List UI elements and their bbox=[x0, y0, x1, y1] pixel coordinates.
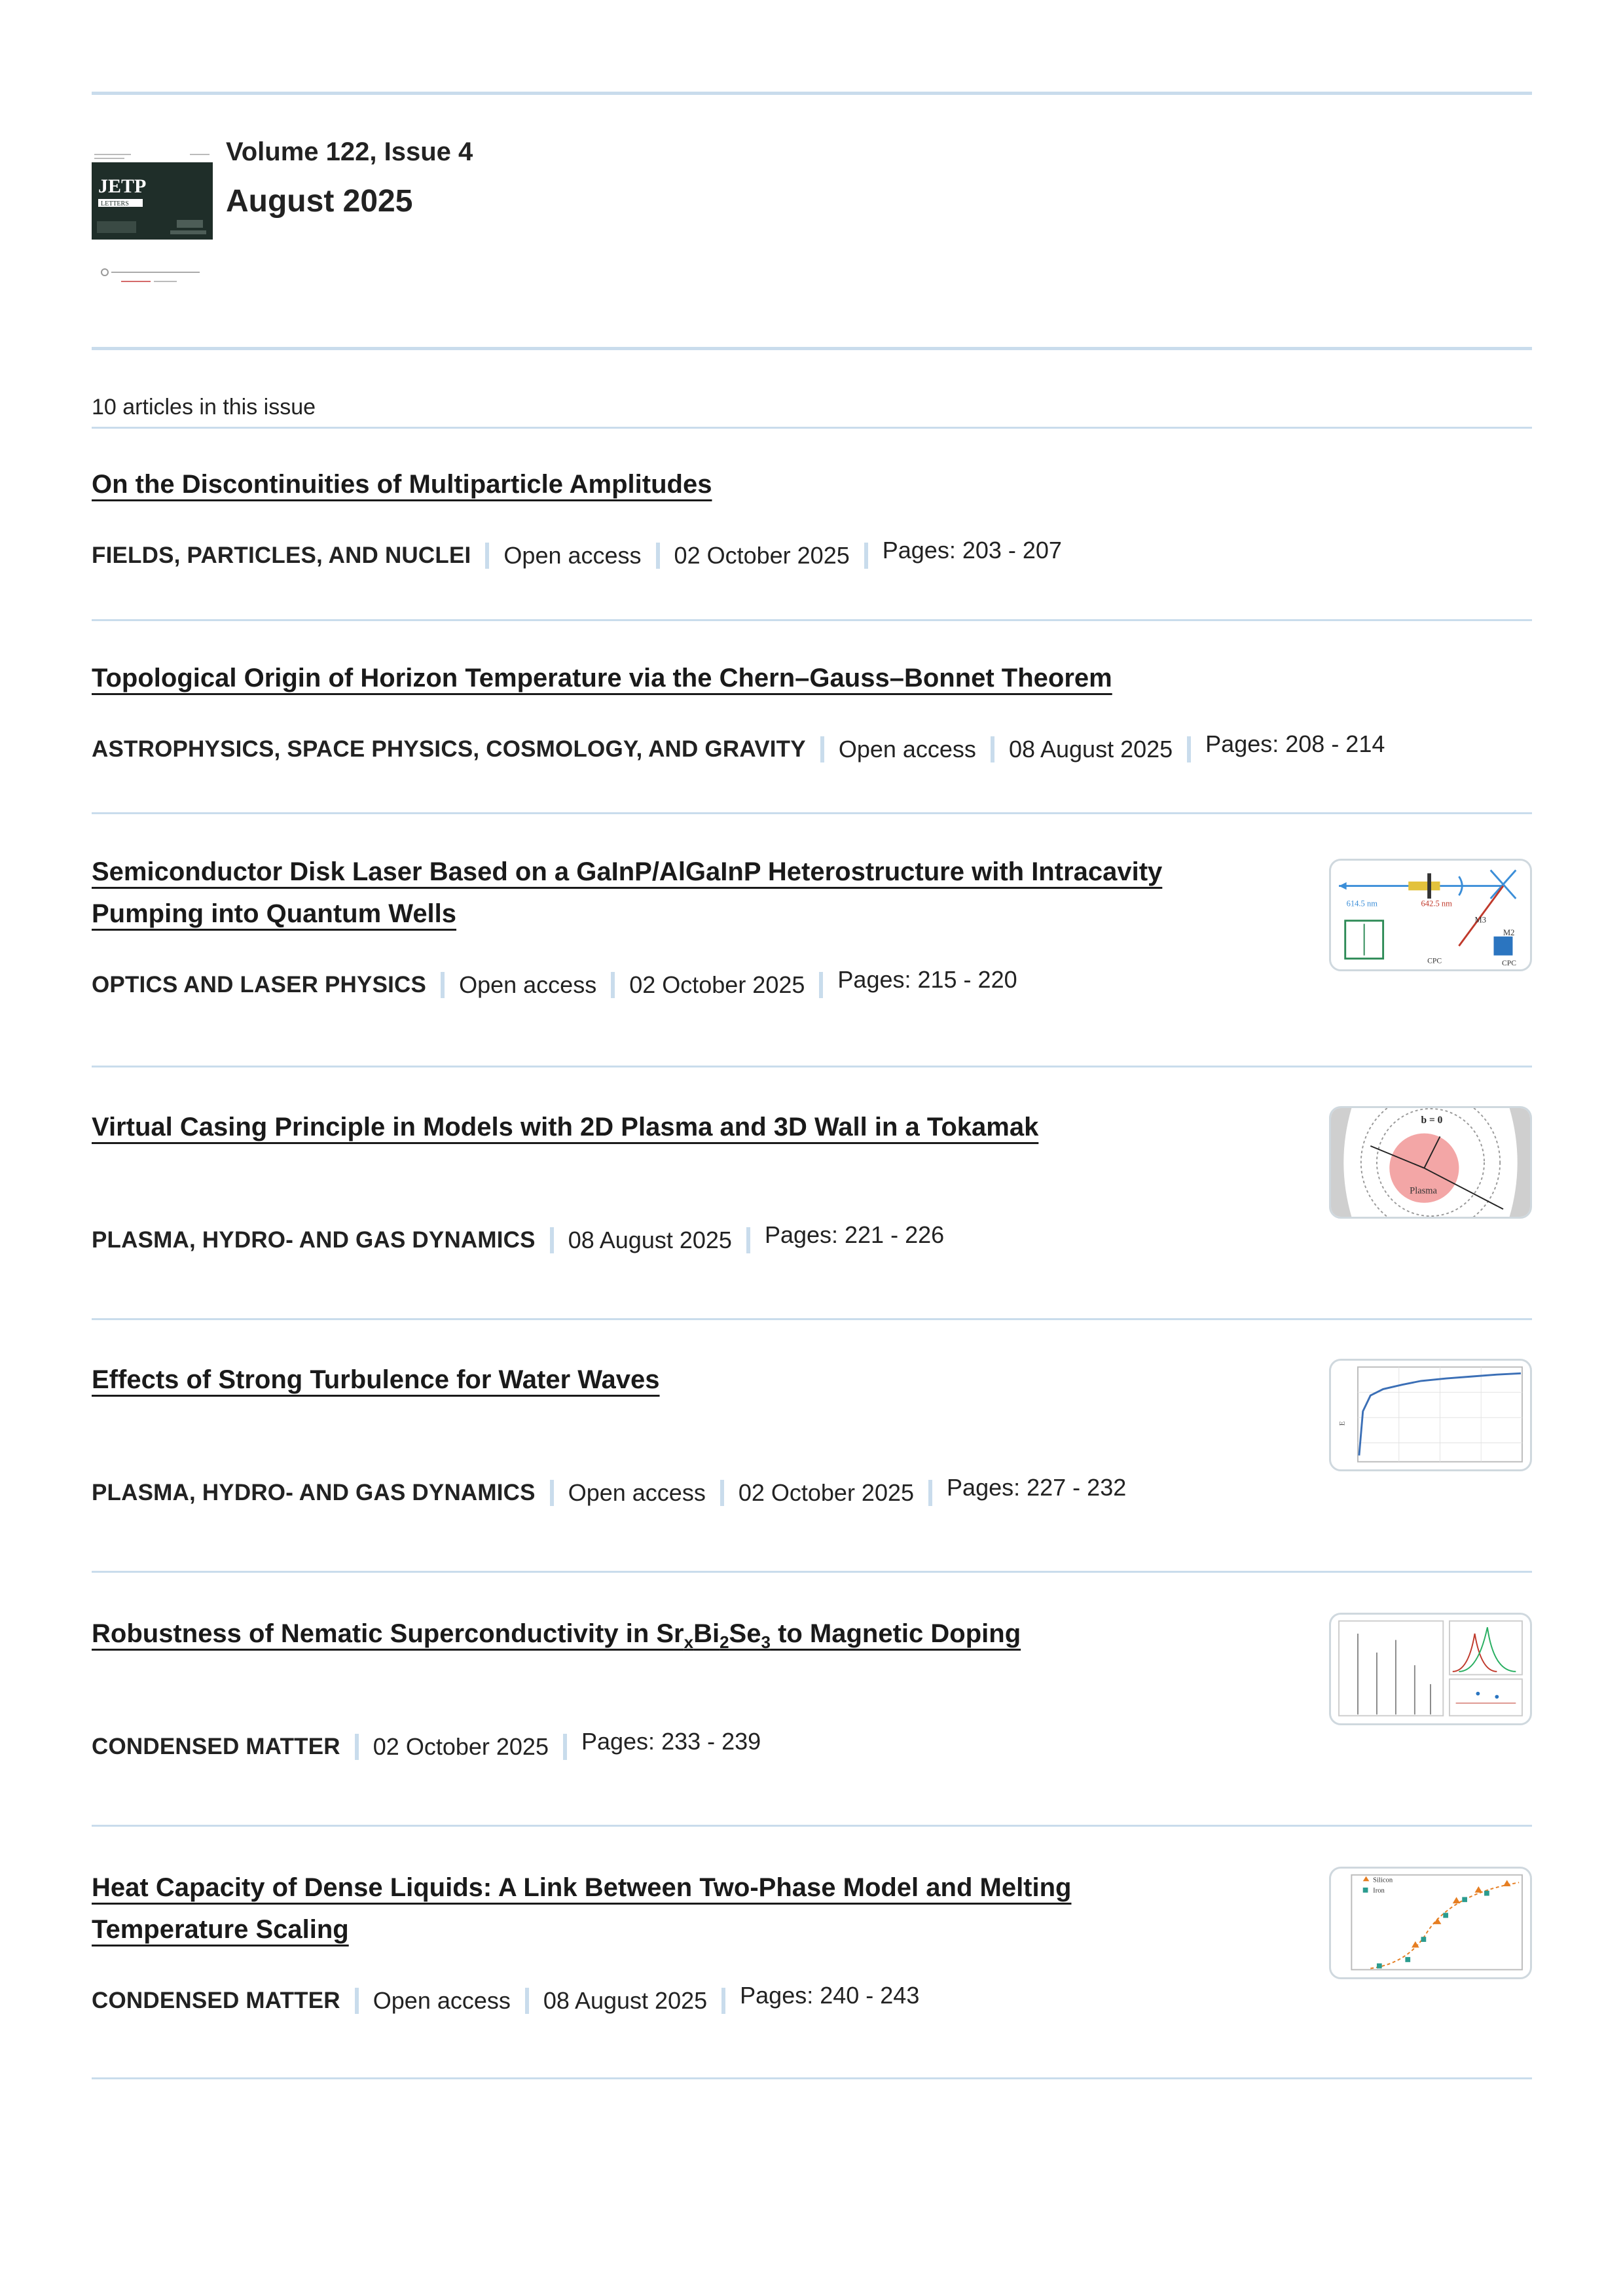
article-title-line[interactable]: Semiconductor Disk Laser Based on a GaInP/AlGaInP Heterostructure with Intracavity bbox=[92, 857, 1163, 886]
article-title[interactable]: On the Discontinuities of Multiparticle Amplitudes bbox=[92, 470, 712, 499]
meta-separator bbox=[656, 543, 660, 569]
article-divider bbox=[92, 2077, 1532, 2079]
issue-date: August 2025 bbox=[226, 184, 413, 219]
meta-separator bbox=[525, 1988, 529, 2014]
thumb-label: CPC bbox=[1427, 956, 1442, 965]
publication-date: 08 August 2025 bbox=[543, 1987, 708, 2014]
article-item bbox=[92, 1106, 1532, 1253]
publication-date: 02 October 2025 bbox=[373, 1733, 549, 1760]
article-title-line[interactable]: Heat Capacity of Dense Liquids: A Link Between Two-Phase Model and Melting bbox=[92, 1873, 1072, 1902]
article-item bbox=[92, 1613, 1532, 1760]
article-title[interactable]: Topological Origin of Horizon Temperature via the Chern–Gauss–Bonnet Theorem bbox=[92, 664, 1112, 692]
article-item bbox=[92, 657, 1532, 762]
volume-issue: Volume 122, Issue 4 bbox=[226, 137, 473, 166]
article-title-link[interactable] bbox=[92, 1613, 1270, 1663]
meta-separator bbox=[991, 736, 994, 762]
article-subject[interactable]: PLASMA, HYDRO- AND GAS DYNAMICS bbox=[92, 1227, 536, 1253]
open-access-label: Open access bbox=[568, 1479, 706, 1506]
publication-date: 02 October 2025 bbox=[738, 1479, 915, 1506]
meta-separator bbox=[550, 1227, 554, 1253]
article-title-line[interactable]: Pumping into Quantum Wells bbox=[92, 899, 457, 928]
article-title[interactable]: Virtual Casing Principle in Models with 2D Plasma and 3D Wall in a Tokamak bbox=[92, 1113, 1039, 1141]
article-subject[interactable]: OPTICS AND LASER PHYSICS bbox=[92, 972, 427, 997]
thumb-label: Iron bbox=[1373, 1887, 1385, 1895]
article-meta bbox=[92, 537, 1062, 569]
article-subject[interactable]: CONDENSED MATTER bbox=[92, 1734, 340, 1759]
article-figure-thumbnail[interactable] bbox=[1329, 1106, 1532, 1219]
thumb-label: b = 0 bbox=[1421, 1115, 1443, 1126]
journal-cover-image[interactable] bbox=[92, 148, 213, 292]
meta-separator bbox=[485, 543, 489, 569]
article-title-line[interactable]: Temperature Scaling bbox=[92, 1915, 349, 1944]
article-divider bbox=[92, 1318, 1532, 1320]
thumb-label: M2 bbox=[1503, 927, 1515, 937]
open-access-label: Open access bbox=[838, 736, 976, 762]
cover-subtitle: LETTERS bbox=[101, 200, 129, 207]
cover-title: JETP bbox=[98, 175, 147, 197]
article-title[interactable]: Robustness of Nematic Superconductivity in $Sr_xBi_2Se_3$ to Magnetic Doping bbox=[92, 1619, 1021, 1652]
meta-separator bbox=[720, 1480, 724, 1506]
meta-separator bbox=[820, 736, 824, 762]
publication-date: 02 October 2025 bbox=[674, 542, 850, 569]
article-divider bbox=[92, 1825, 1532, 1827]
article-figure-thumbnail[interactable] bbox=[1329, 859, 1532, 971]
article-meta bbox=[92, 1474, 1127, 1507]
header-divider bbox=[92, 347, 1532, 350]
article-item bbox=[92, 851, 1532, 998]
article-title-link[interactable] bbox=[92, 1106, 1270, 1148]
article-meta bbox=[92, 966, 1017, 999]
article-count: 10 articles in this issue bbox=[92, 395, 316, 420]
page-range: Pages: 240 - 243 bbox=[740, 1982, 920, 2009]
article-meta bbox=[92, 730, 1385, 763]
article-divider bbox=[92, 619, 1532, 621]
article-meta bbox=[92, 1221, 945, 1254]
meta-separator bbox=[550, 1480, 554, 1506]
meta-separator bbox=[1187, 736, 1191, 762]
article-item bbox=[92, 1359, 1532, 1506]
meta-separator bbox=[441, 972, 445, 998]
meta-separator bbox=[563, 1734, 567, 1760]
meta-separator bbox=[355, 1734, 359, 1760]
publication-date: 08 August 2025 bbox=[1008, 736, 1173, 762]
article-figure-thumbnail[interactable] bbox=[1329, 1359, 1532, 1471]
open-access-label: Open access bbox=[373, 1987, 511, 2014]
thumb-label: M3 bbox=[1474, 915, 1486, 925]
article-divider bbox=[92, 1066, 1532, 1067]
page-range: Pages: 203 - 207 bbox=[882, 537, 1062, 564]
article-figure-thumbnail[interactable] bbox=[1329, 1613, 1532, 1725]
article-title-link[interactable] bbox=[92, 463, 1270, 505]
article-title[interactable]: Effects of Strong Turbulence for Water Waves bbox=[92, 1365, 660, 1394]
article-subject[interactable]: PLASMA, HYDRO- AND GAS DYNAMICS bbox=[92, 1480, 536, 1505]
top-divider bbox=[92, 92, 1532, 95]
article-title-link[interactable] bbox=[92, 657, 1467, 699]
publication-date: 02 October 2025 bbox=[629, 971, 805, 998]
count-divider bbox=[92, 427, 1532, 429]
page-range: Pages: 215 - 220 bbox=[837, 966, 1017, 993]
meta-separator bbox=[819, 972, 823, 998]
article-item bbox=[92, 1867, 1532, 2014]
page-range: Pages: 221 - 226 bbox=[764, 1221, 945, 1248]
meta-separator bbox=[864, 543, 868, 569]
thumb-label: Silicon bbox=[1373, 1876, 1393, 1884]
meta-separator bbox=[928, 1480, 932, 1506]
page-range: Pages: 208 - 214 bbox=[1205, 730, 1385, 757]
article-subject[interactable]: ASTROPHYSICS, SPACE PHYSICS, COSMOLOGY, AND GRAVITY bbox=[92, 736, 806, 762]
thumb-label: Plasma bbox=[1410, 1185, 1437, 1196]
page-range: Pages: 233 - 239 bbox=[581, 1728, 761, 1755]
article-meta bbox=[92, 1982, 920, 2015]
meta-separator bbox=[721, 1988, 725, 2014]
meta-separator bbox=[746, 1227, 750, 1253]
thumb-label: 614.5 nm bbox=[1346, 899, 1377, 908]
article-figure-thumbnail[interactable] bbox=[1329, 1867, 1532, 1979]
meta-separator bbox=[611, 972, 615, 998]
article-title-link[interactable] bbox=[92, 851, 1270, 935]
open-access-label: Open access bbox=[459, 971, 597, 998]
article-title-link[interactable] bbox=[92, 1359, 1270, 1401]
meta-separator bbox=[355, 1988, 359, 2014]
article-title-link[interactable] bbox=[92, 1867, 1270, 1950]
article-meta bbox=[92, 1728, 761, 1761]
svg-text:E: E bbox=[1338, 1421, 1347, 1426]
article-subject[interactable]: FIELDS, PARTICLES, AND NUCLEI bbox=[92, 543, 471, 568]
publication-date: 08 August 2025 bbox=[568, 1227, 732, 1253]
thumb-label: 642.5 nm bbox=[1421, 899, 1452, 908]
article-item bbox=[92, 463, 1532, 569]
thumb-label: CPC bbox=[1502, 959, 1516, 968]
page-range: Pages: 227 - 232 bbox=[947, 1474, 1127, 1501]
article-subject[interactable]: CONDENSED MATTER bbox=[92, 1988, 340, 2013]
article-divider bbox=[92, 1571, 1532, 1573]
article-divider bbox=[92, 812, 1532, 814]
open-access-label: Open access bbox=[503, 542, 642, 569]
